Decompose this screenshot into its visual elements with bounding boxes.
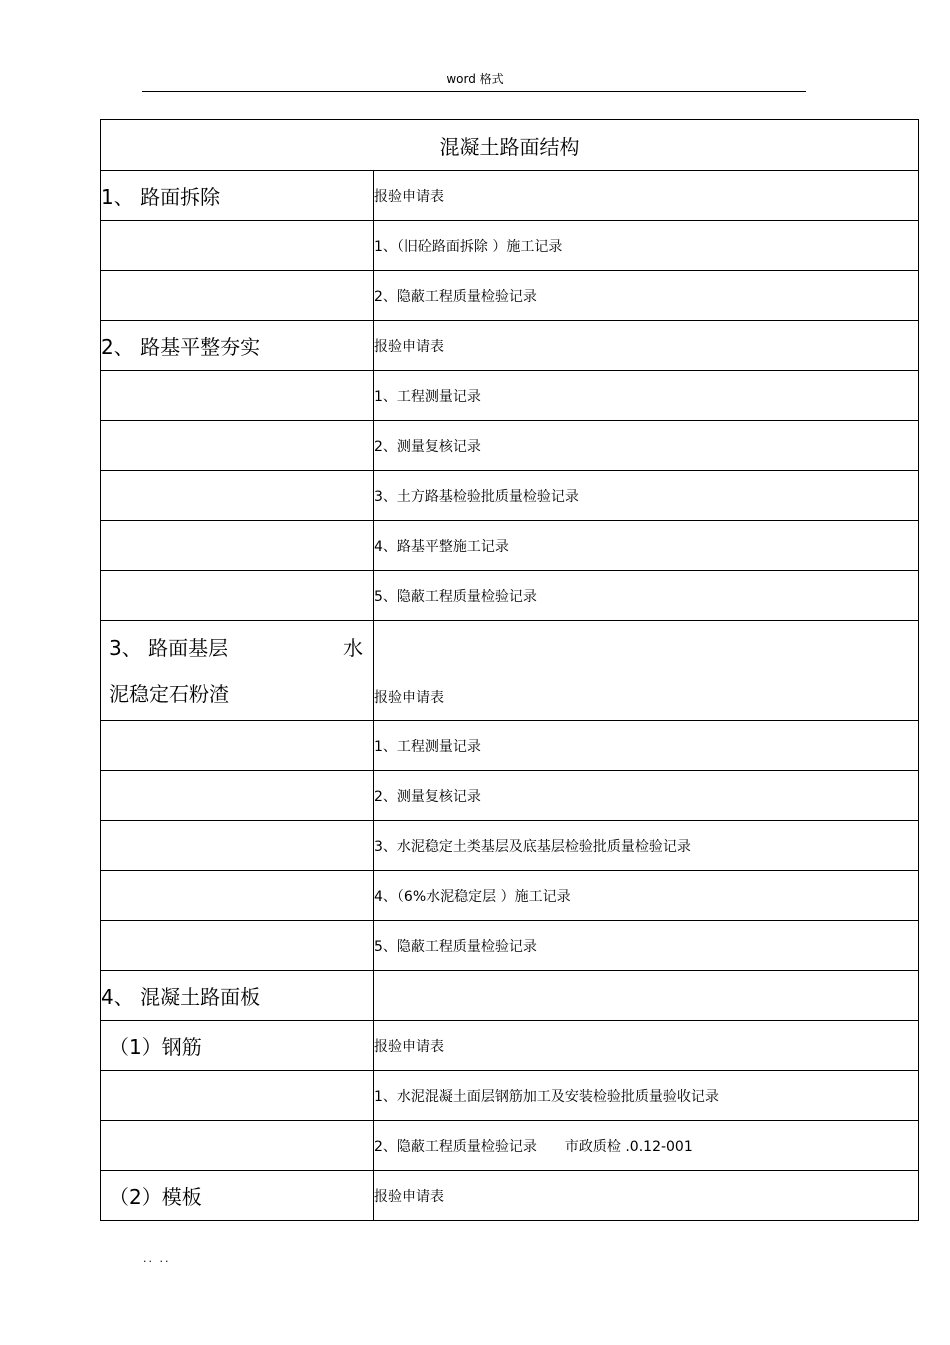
record-item: 2、测量复核记录 xyxy=(374,421,919,471)
table-row xyxy=(101,221,919,271)
table-row xyxy=(101,921,919,971)
record-item: 报验申请表 xyxy=(374,1021,919,1071)
table-row xyxy=(101,371,919,421)
section-label xyxy=(101,221,374,271)
record-item: 报验申请表 xyxy=(374,171,919,221)
table-row xyxy=(101,1071,919,1121)
record-item: 报验申请表 xyxy=(374,621,919,721)
section-label-part: 泥稳定石粉渣 xyxy=(109,681,229,706)
table-row xyxy=(101,171,919,221)
section-label xyxy=(101,721,374,771)
section-label: 1、 路面拆除 xyxy=(101,171,374,221)
record-item: 2、测量复核记录 xyxy=(374,771,919,821)
section-label xyxy=(101,371,374,421)
section-label-part: 3、 路面基层 xyxy=(109,635,229,660)
record-item: 报验申请表 xyxy=(374,1171,919,1221)
section-label: （1）钢筋 xyxy=(101,1021,374,1071)
record-item: 2、隐蔽工程质量检验记录 xyxy=(374,271,919,321)
table-row xyxy=(101,521,919,571)
record-item: 1、（旧砼路面拆除 ）施工记录 xyxy=(374,221,919,271)
record-item: 1、工程测量记录 xyxy=(374,721,919,771)
section-label xyxy=(101,521,374,571)
table-row xyxy=(101,1171,919,1221)
table-title-row xyxy=(101,120,919,171)
record-item: 4、路基平整施工记录 xyxy=(374,521,919,571)
section-label xyxy=(101,871,374,921)
table-row xyxy=(101,571,919,621)
table-row xyxy=(101,771,919,821)
section-label xyxy=(101,771,374,821)
page-header: word 格式 xyxy=(446,72,504,86)
section-label: 4、 混凝土路面板 xyxy=(101,971,374,1021)
record-item: 1、工程测量记录 xyxy=(374,371,919,421)
section-label xyxy=(101,1121,374,1171)
table-title: 混凝土路面结构 xyxy=(101,120,919,171)
header-rule xyxy=(142,91,806,92)
record-item: 5、隐蔽工程质量检验记录 xyxy=(374,921,919,971)
record-item: 报验申请表 xyxy=(374,321,919,371)
section-label-part: 水 xyxy=(343,635,363,660)
table-row xyxy=(101,321,919,371)
record-item: 3、土方路基检验批质量检验记录 xyxy=(374,471,919,521)
table-row-section-3 xyxy=(101,621,919,721)
record-item xyxy=(374,971,919,1021)
table-row xyxy=(101,471,919,521)
table-row xyxy=(101,871,919,921)
section-label xyxy=(101,821,374,871)
section-label: 2、 路基平整夯实 xyxy=(101,321,374,371)
page-footer: .. .. xyxy=(143,1252,171,1265)
table-row xyxy=(101,971,919,1021)
section-label xyxy=(101,621,374,721)
section-label xyxy=(101,1071,374,1121)
record-item: 4、（6%水泥稳定层 ）施工记录 xyxy=(374,871,919,921)
record-item: 1、水泥混凝土面层钢筋加工及安装检验批质量验收记录 xyxy=(374,1071,919,1121)
table-row xyxy=(101,821,919,871)
table-row xyxy=(101,421,919,471)
table-row xyxy=(101,1121,919,1171)
section-label xyxy=(101,421,374,471)
record-item: 5、隐蔽工程质量检验记录 xyxy=(374,571,919,621)
record-item: 2、隐蔽工程质量检验记录 市政质检 .0.12-001 xyxy=(374,1121,919,1171)
section-label: （2）模板 xyxy=(101,1171,374,1221)
table-row xyxy=(101,1021,919,1071)
record-item: 3、水泥稳定土类基层及底基层检验批质量检验记录 xyxy=(374,821,919,871)
document-table xyxy=(100,119,919,1221)
section-label xyxy=(101,471,374,521)
table-row xyxy=(101,271,919,321)
section-label xyxy=(101,271,374,321)
section-label xyxy=(101,571,374,621)
table-row xyxy=(101,721,919,771)
section-label xyxy=(101,921,374,971)
